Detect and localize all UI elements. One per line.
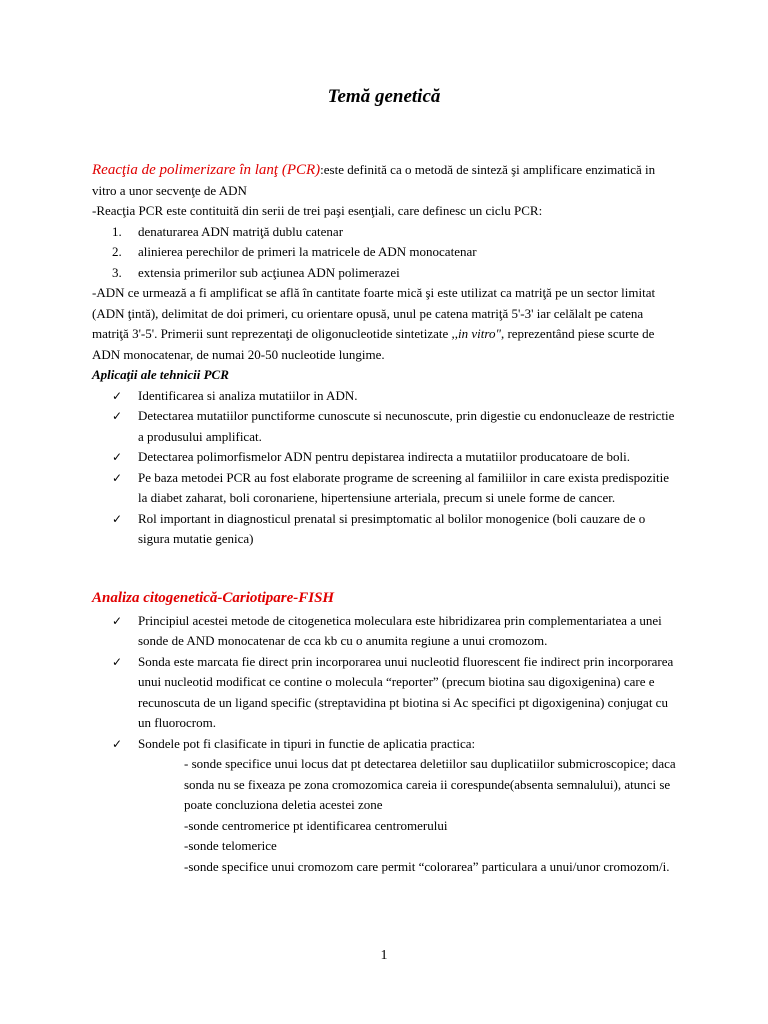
probe-type-locus-l2: sonda nu se fixeaza pe zona cromozomica careia ii corespunde(absenta semnalului), atunci se — [184, 776, 671, 792]
probe-type-locus-l1: - sonde specifice unui locus dat pt detectarea deletiilor sau duplicatiilor submicroscopice; daca — [184, 756, 676, 771]
pcr-paragraph-line4: ADN monocatenar, de numai 20-50 nucleotide lungime. — [92, 346, 385, 362]
checkmark-icon: ✓ — [112, 654, 123, 669]
fish-heading: Analiza citogenetică-Cariotipare-FISH — [92, 590, 335, 606]
list-item: ✓ Principiul acestei metode de citogenetica moleculara este hibridizarea prin complementariatea a unei sonde de AND monocatenar de cca kb cu o anumita regiune a unui cromozom. — [112, 612, 662, 648]
list-item: ✓ Sonda este marcata fie direct prin incorporarea unui nucleotid fluorescent fie indirect prin incorporarea unui nucleotid modificat ce contine o molecula “reporter” (precum biotina sau digoxigenina) care e recunoscuta de un ligand specific (streptavidina pt biotina si Ac specifici pt digoxigenina) conjugat cu un fluorocrom. — [112, 653, 674, 730]
probe-type-locus-l3: poate concluziona deletia acestei zone — [184, 797, 383, 812]
list-item: ✓ Detectarea mutatiilor punctiforme cunoscute si necunoscute, prin digestie cu endonucleaze de restrictie a produsului amplificat. — [112, 408, 675, 444]
list-item: ✓ Identificarea si analiza mutatiilor in ADN. — [92, 386, 680, 407]
list-item: ✓ Detectarea polimorfismelor ADN pentru depistarea indirecta a mutatiilor producatoare de boli. — [92, 447, 680, 468]
list-item: 3. extensia primerilor sub acţiunea ADN polimerazei — [112, 264, 400, 280]
list-item: ✓ Sondele pot fi clasificate in tipuri in functie de aplicatia practica: — [92, 734, 680, 755]
checkmark-icon: ✓ — [112, 388, 123, 403]
applications-heading: Aplicaţii ale tehnicii PCR — [92, 367, 229, 382]
probe-type-telomeric: -sonde telomerice — [184, 838, 277, 853]
page-title: Temă genetică — [327, 86, 441, 107]
pcr-intro-line2: vitro a unor secvenţe de ADN — [92, 182, 247, 198]
list-item: 2. alinierea perechilor de primeri la matricele de ADN monocatenar — [112, 244, 477, 259]
pcr-steps-list — [92, 222, 680, 284]
pcr-intro-text: :este definită ca o metodă de sinteză şi amplificare enzimatică in — [320, 162, 656, 177]
applications-list — [92, 386, 680, 550]
probe-type-centromeric: -sonde centromerice pt identificarea centromerului — [184, 817, 448, 833]
checkmark-icon: ✓ — [112, 511, 123, 526]
list-item: ✓ Pe baza metodei PCR au fost elaborate programe de screening al familiilor in care exista predispozitie la diabet zaharat, boli coronariene, hipertensiune arteriala, precum si unele forme de cancer. — [112, 469, 670, 505]
list-item: ✓ Rol important in diagnosticul prenatal si presimptomatic al bolilor monogenice (boli cauzare de o sigura mutatie genica) — [112, 510, 646, 546]
pcr-steps-intro: -Reacţia PCR este contituită din serii de trei paşi esenţiali, care definesc un ciclu PCR: — [92, 203, 543, 218]
list-item: 1. denaturarea ADN matriţă dublu catenar — [112, 223, 344, 239]
checkmark-icon: ✓ — [112, 450, 123, 464]
pcr-section — [92, 160, 680, 550]
pcr-paragraph-line2: (ADN ţintă), delimitat de doi primeri, cu orientare opusă, unul pe catena matriţă 5'-3' iar celălalt pe catena — [92, 305, 644, 321]
checkmark-icon: ✓ — [112, 613, 123, 628]
fish-section — [92, 588, 680, 877]
fish-list — [92, 611, 680, 755]
checkmark-icon: ✓ — [112, 470, 123, 485]
pcr-paragraph-line1: -ADN ce urmează a fi amplificat se află în cantitate foarte mică şi este utilizat ca matriţă pe un sector limitat — [92, 285, 656, 300]
page-number: 1 — [380, 948, 388, 963]
probe-types — [92, 754, 680, 877]
checkmark-icon: ✓ — [112, 736, 123, 751]
probe-type-chromosome: -sonde specifice unui cromozom care permit “colorarea” particulara a unui/unor cromozom/i. — [184, 858, 670, 874]
pcr-paragraph-line3: matriţă 3'-5'. Primerii sunt reprezentaţi de oligonucleotide sintetizate ,,in vitro", reprezentând piese scurte de — [92, 326, 655, 341]
pcr-heading: Reacţia de polimerizare în lanţ (PCR) — [92, 162, 321, 178]
pcr-intro-line1 — [92, 160, 680, 181]
in-vitro-italic: ,,in vitro" — [451, 326, 501, 341]
checkmark-icon: ✓ — [112, 409, 123, 423]
